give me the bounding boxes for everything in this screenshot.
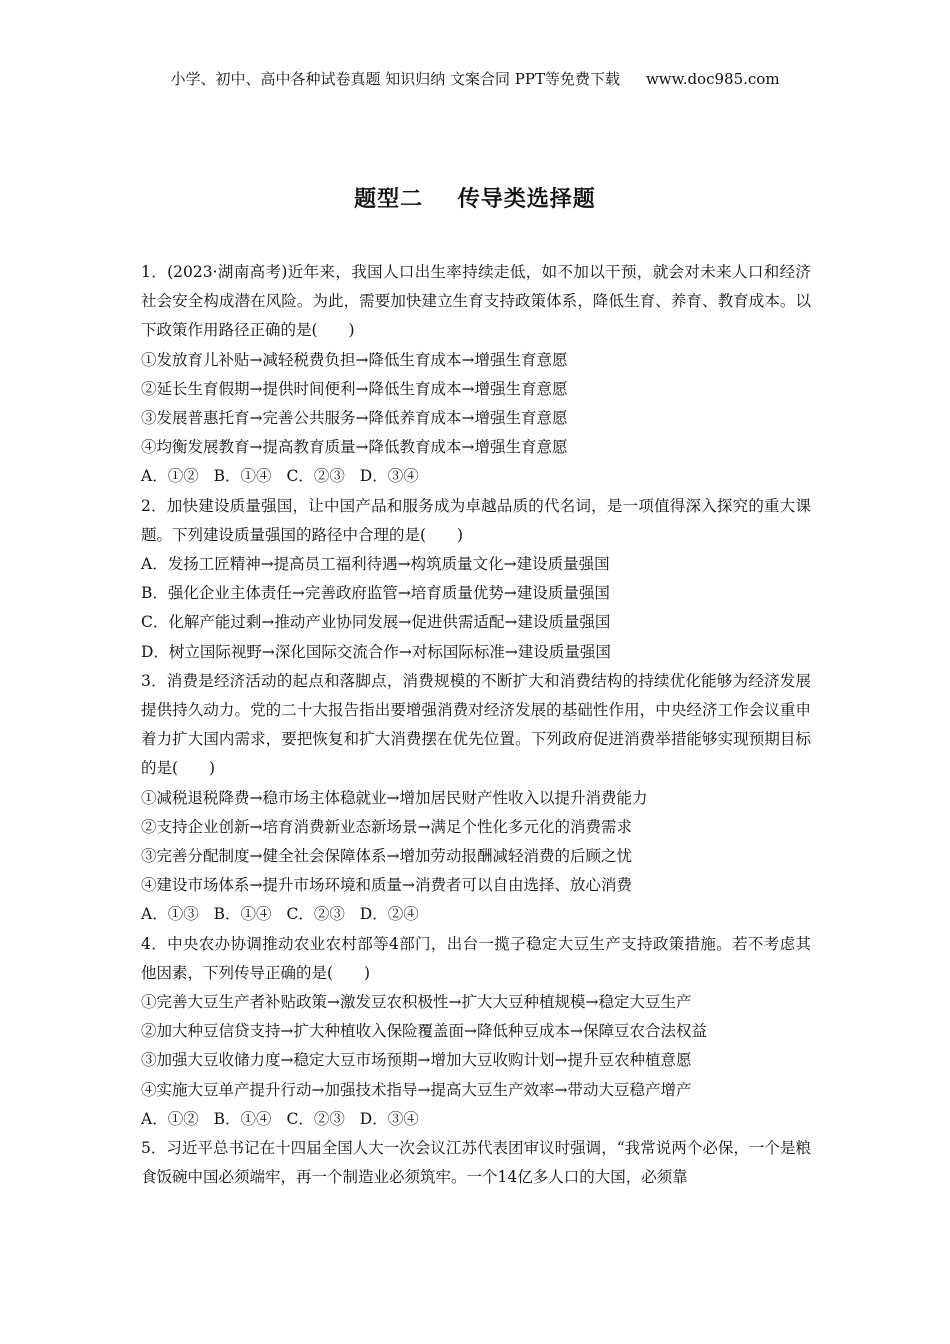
header-site-link[interactable]: www.doc985.com [645, 70, 780, 88]
question-stem: 4．中央农办协调推动农业农村部等4部门，出台一揽子稳定大豆生产支持政策措施。若不考虑其他因素，下列传导正确的是( ) [141, 934, 811, 982]
question-item: ④建设市场体系→提升市场环境和质量→消费者可以自由选择、放心消费 [141, 876, 632, 895]
answer-options [141, 1105, 811, 1134]
option-a[interactable]: A．发扬工匠精神→提高员工福利待遇→构筑质量文化→建设质量强国 [141, 555, 610, 574]
question-item: ③完善分配制度→健全社会保障体系→增加劳动报酬减轻消费的后顾之忧 [141, 847, 632, 866]
question-item: ①发放育儿补贴→减轻税费负担→降低生育成本→增强生育意愿 [141, 350, 568, 369]
question-item: ①完善大豆生产者补贴政策→激发豆农积极性→扩大大豆种植规模→稳定大豆生产 [141, 993, 692, 1012]
question-stem: 2．加快建设质量强国，让中国产品和服务成为卓越品质的代名词，是一项值得深入探究的重大课题。下列建设质量强国的路径中合理的是( ) [141, 496, 811, 544]
option-d[interactable]: D．③④ [359, 1109, 419, 1128]
question-item: ④均衡发展教育→提高教育质量→降低教育成本→增强生育意愿 [141, 438, 568, 457]
page-title: 题型二 传导类选择题 [354, 187, 596, 212]
question-item: ③发展普惠托育→完善公共服务→降低养育成本→增强生育意愿 [141, 409, 568, 428]
question-stem: 3．消费是经济活动的起点和落脚点，消费规模的不断扩大和消费结构的持续优化能够为经济发展提供持久动力。党的二十大报告指出要增强消费对经济发展的基础性作用，中央经济工作会议重申着力扩大国内需求，要把恢复和扩大消费摆在优先位置。下列政府促进消费举措能够实现预期目标的是( ) [141, 671, 811, 778]
question-item: ②支持企业创新→培育消费新业态新场景→满足个性化多元化的消费需求 [141, 817, 632, 836]
question-3 [141, 667, 811, 930]
option-c[interactable]: C．②③ [286, 1109, 345, 1128]
question-stem: 1．(2023·湖南高考)近年来，我国人口出生率持续走低，如不加以干预，就会对未来人口和经济社会安全构成潜在风险。为此，需要加快建立生育支持政策体系，降低生育、养育、教育成本。以下政策作用路径正确的是( ) [141, 263, 811, 340]
question-4 [141, 930, 811, 1134]
option-a[interactable]: A．①② [141, 467, 199, 486]
question-stem: 5．习近平总书记在十四届全国人大一次会议江苏代表团审议时强调，“我常说两个必保，一个是粮食饭碗中国必须端牢，再一个制造业必须筑牢。一个14亿多人口的大国，必须靠 [141, 1139, 811, 1187]
answer-options [141, 462, 811, 491]
header-text: 小学、初中、高中各种试卷真题 知识归纳 文案合同 PPT等免费下载 [170, 70, 620, 88]
question-item: ③加强大豆收储力度→稳定大豆市场预期→增加大豆收购计划→提升豆农种植意愿 [141, 1051, 692, 1070]
option-d[interactable]: D．②④ [359, 905, 419, 924]
option-a[interactable]: A．①③ [141, 905, 199, 924]
question-item: ②延长生育假期→提供时间便利→降低生育成本→增强生育意愿 [141, 379, 568, 398]
question-list [141, 258, 811, 1193]
option-b[interactable]: B．①④ [213, 905, 272, 924]
option-b[interactable]: B．强化企业主体责任→完善政府监管→培育质量优势→建设质量强国 [141, 584, 610, 603]
question-2 [141, 492, 811, 667]
question-1 [141, 258, 811, 492]
question-5 [141, 1134, 811, 1192]
option-c[interactable]: C．②③ [286, 905, 345, 924]
option-c[interactable]: C．化解产能过剩→推动产业协同发展→促进供需适配→建设质量强国 [141, 613, 611, 632]
option-d[interactable]: D．③④ [359, 467, 419, 486]
option-c[interactable]: C．②③ [286, 467, 345, 486]
option-b[interactable]: B．①④ [213, 467, 272, 486]
option-a[interactable]: A．①② [141, 1109, 199, 1128]
answer-options [141, 900, 811, 929]
page-header [0, 68, 950, 89]
question-item: ①减税退税降费→稳市场主体稳就业→增加居民财产性收入以提升消费能力 [141, 788, 648, 807]
option-d[interactable]: D．树立国际视野→深化国际交流合作→对标国际标准→建设质量强国 [141, 642, 611, 661]
option-b[interactable]: B．①④ [213, 1109, 272, 1128]
question-item: ②加大种豆信贷支持→扩大种植收入保险覆盖面→降低种豆成本→保障豆农合法权益 [141, 1022, 707, 1041]
question-item: ④实施大豆单产提升行动→加强技术指导→提高大豆生产效率→带动大豆稳产增产 [141, 1080, 692, 1099]
